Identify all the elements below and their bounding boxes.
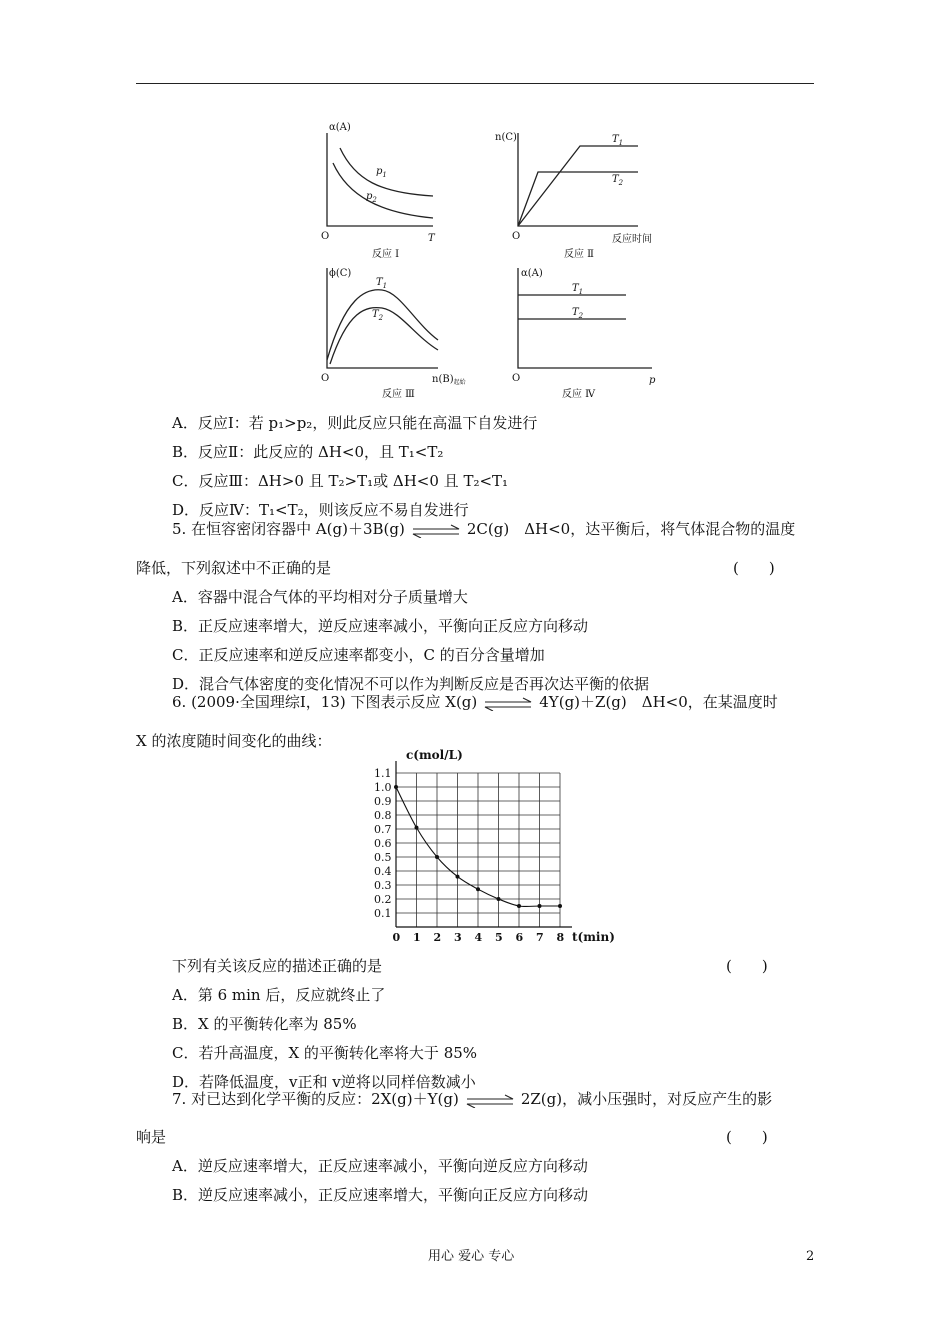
g3-curve-t1 — [327, 290, 438, 360]
concentration-time-chart — [360, 745, 620, 947]
q7-answer-paren: ( ) — [726, 1128, 768, 1146]
svg-text:p2 — [366, 191, 377, 204]
g4-origin: O — [512, 373, 521, 384]
x-tick-label: 8 — [556, 931, 565, 944]
g3-curve1-sub: 1 — [382, 282, 388, 290]
g4-curve2-sub: 2 — [578, 312, 584, 320]
g4-xlabel: p — [649, 375, 656, 386]
svg-text:T2 — [372, 309, 384, 322]
equilibrium-arrow-icon — [477, 693, 539, 713]
svg-text:n(B)起始 — [432, 374, 467, 386]
header-rule — [136, 83, 814, 84]
svg-text:T2 — [612, 174, 624, 187]
g2-curve1-label: T — [612, 134, 619, 145]
y-tick-label: 1.1 — [374, 767, 392, 780]
y-tick-label: 0.6 — [374, 837, 392, 850]
q6-option-a: A．第 6 min 后，反应就终止了 — [172, 986, 386, 1004]
g3-caption: 反应 Ⅲ — [382, 389, 415, 400]
q5-stem-left: 5. 在恒容密闭容器中 A(g)＋3B(g) — [172, 520, 405, 538]
g1-curve2-label: p — [366, 191, 373, 202]
q5-stem — [172, 519, 795, 540]
q6-option-d: D．若降低温度，v正和 v逆将以同样倍数减小 — [172, 1073, 476, 1091]
g2-xlabel: 反应时间 — [612, 234, 652, 245]
data-point — [538, 904, 542, 908]
chart-ylabel: c(mol/L) — [406, 748, 463, 762]
footer-motto: 用心 爱心 专心 — [428, 1249, 515, 1264]
chart-xlabel: t(min) — [572, 930, 615, 944]
q5-option-b: B．正反应速率增大，逆反应速率减小，平衡向正反应方向移动 — [172, 617, 589, 635]
reaction-graphs-figure — [300, 118, 680, 403]
g4-caption: 反应 Ⅳ — [562, 389, 596, 400]
g1-caption: 反应 Ⅰ — [372, 249, 400, 260]
q7-stem — [172, 1089, 772, 1110]
data-point — [435, 855, 439, 859]
q5-option-c: C．正反应速率和逆反应速率都变小，C 的百分含量增加 — [172, 646, 545, 664]
y-tick-label: 0.2 — [374, 893, 392, 906]
svg-text:T1 — [376, 277, 387, 290]
g1-xlabel: T — [428, 233, 435, 244]
g4-ylabel: α(A) — [521, 268, 543, 279]
page-number: 2 — [806, 1249, 815, 1264]
data-point — [456, 875, 460, 879]
x-tick-label: 5 — [495, 931, 503, 944]
y-tick-label: 0.1 — [374, 907, 392, 920]
q7-option-a: A．逆反应速率增大，正反应速率减小，平衡向逆反应方向移动 — [172, 1157, 588, 1175]
g1-ylabel: α(A) — [329, 122, 351, 133]
q7-stem-cont: 响是 — [136, 1128, 167, 1146]
q7-stem-right: 2Z(g)，减小压强时，对反应产生的影 — [520, 1090, 773, 1108]
svg-text:T1 — [612, 134, 623, 147]
q4-option-b: B．反应Ⅱ：此反应的 ΔH<0，且 T₁<T₂ — [172, 443, 444, 461]
data-point — [517, 904, 521, 908]
y-tick-label: 0.4 — [374, 865, 392, 878]
g4-curve1-sub: 1 — [578, 288, 584, 296]
y-tick-label: 1.0 — [374, 781, 392, 794]
q6-answer-paren: ( ) — [726, 957, 768, 975]
x-tick-label: 7 — [536, 931, 544, 944]
q5-option-a: A．容器中混合气体的平均相对分子质量增大 — [172, 588, 468, 606]
g2-ylabel: n(C) — [495, 132, 517, 143]
q4-option-c: C．反应Ⅲ：ΔH>0 且 T₂>T₁或 ΔH<0 且 T₂<T₁ — [172, 472, 509, 490]
y-tick-label: 0.3 — [374, 879, 392, 892]
q6-question: 下列有关该反应的描述正确的是 — [172, 957, 383, 975]
x-tick-label: 2 — [433, 931, 442, 944]
g1-origin: O — [321, 231, 330, 242]
y-tick-label: 0.5 — [374, 851, 392, 864]
q4-option-d: D．反应Ⅳ：T₁<T₂，则该反应不易自发进行 — [172, 501, 469, 519]
g1-curve2-sub: 2 — [372, 196, 377, 204]
x-tick-label: 6 — [515, 931, 524, 944]
g1-curve1-label: p — [376, 166, 383, 177]
svg-text:T1 — [572, 283, 583, 296]
q5-stem-cont: 降低，下列叙述中不正确的是 — [136, 559, 332, 577]
g3-curve1-label: T — [376, 277, 383, 288]
g3-ylabel: ϕ(C) — [329, 268, 352, 279]
q6-option-b: B．X 的平衡转化率为 85% — [172, 1015, 357, 1033]
q5-stem-right: 2C(g) ΔH<0，达平衡后，将气体混合物的温度 — [466, 520, 796, 538]
y-tick-label: 0.8 — [374, 809, 392, 822]
q5-option-d: D．混合气体密度的变化情况不可以作为判断反应是否再次达平衡的依据 — [172, 675, 650, 693]
q6-option-c: C．若升高温度，X 的平衡转化率将大于 85% — [172, 1044, 478, 1062]
data-point — [415, 826, 419, 830]
q6-stem-cont: X 的浓度随时间变化的曲线： — [136, 732, 332, 750]
g1-curve1-sub: 1 — [382, 171, 387, 179]
g4-axes — [518, 268, 652, 368]
svg-text:T2 — [572, 307, 584, 320]
g2-caption: 反应 Ⅱ — [564, 249, 594, 260]
x-tick-label: 1 — [413, 931, 421, 944]
data-point — [558, 904, 562, 908]
data-point — [394, 785, 398, 789]
g3-xlabel-sub: 起始 — [453, 379, 466, 386]
x-tick-label: 0 — [392, 931, 401, 944]
svg-text:p1 — [376, 166, 387, 179]
q4-option-a: A．反应Ⅰ：若 p₁>p₂，则此反应只能在高温下自发进行 — [172, 414, 538, 432]
x-tick-label: 4 — [474, 931, 483, 944]
q6-stem-left: 6. (2009·全国理综Ⅰ，13) 下图表示反应 X(g) — [172, 693, 478, 711]
g3-curve-t2 — [330, 308, 438, 364]
q5-answer-paren: ( ) — [733, 559, 775, 577]
g2-origin: O — [512, 231, 521, 242]
g2-curve2-sub: 2 — [618, 179, 624, 187]
equilibrium-arrow-icon — [459, 1090, 521, 1110]
g3-curve2-label: T — [372, 309, 379, 320]
g2-curve1-sub: 1 — [618, 139, 624, 147]
g3-curve2-sub: 2 — [378, 314, 384, 322]
data-point — [497, 897, 501, 901]
q6-stem — [172, 692, 778, 713]
x-tick-label: 3 — [454, 931, 462, 944]
q6-stem-right: 4Y(g)＋Z(g) ΔH<0，在某温度时 — [539, 693, 778, 711]
g4-curve1-label: T — [572, 283, 579, 294]
data-point — [476, 887, 480, 891]
y-tick-label: 0.7 — [374, 823, 392, 836]
g4-curve2-label: T — [572, 307, 579, 318]
y-tick-label: 0.9 — [374, 795, 392, 808]
q7-stem-left: 7. 对已达到化学平衡的反应：2X(g)＋Y(g) — [172, 1090, 459, 1108]
equilibrium-arrow-icon — [405, 520, 467, 540]
q7-option-b: B．逆反应速率减小，正反应速率增大，平衡向正反应方向移动 — [172, 1186, 589, 1204]
g3-origin: O — [321, 373, 330, 384]
g3-xlabel: n(B) — [432, 374, 454, 385]
g2-curve2-label: T — [612, 174, 619, 185]
